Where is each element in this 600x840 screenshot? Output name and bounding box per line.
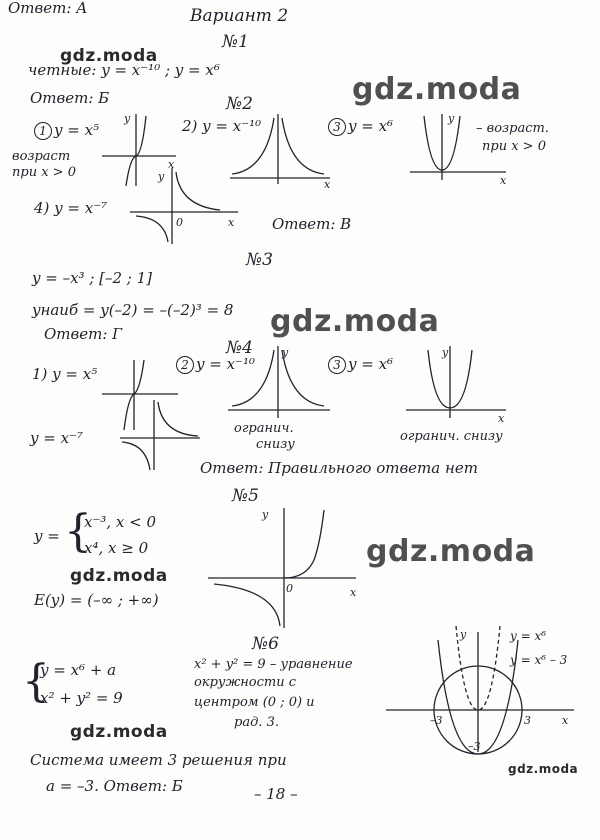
task4-f2-circle: 2 [176, 356, 194, 374]
y-axis-label: y [448, 112, 455, 125]
curve-x4 [284, 510, 324, 578]
task6-conclusion-2: a = –3. Ответ: Б [46, 777, 183, 795]
task2-f2-label: 2) y = x⁻¹⁰ [182, 117, 262, 135]
y-axis-label: y [158, 170, 165, 183]
x-axis-label: x [562, 714, 569, 727]
task4-f3-note: огранич. снизу [400, 429, 503, 444]
task1-answer: Ответ: Б [30, 89, 110, 107]
y-axis-label: y [124, 112, 131, 125]
task4-f4-label: y = x⁻⁷ [30, 429, 83, 447]
task2-f3-note-1: – возраст. [476, 121, 549, 136]
task6-graph-label-1: y = x⁶ [510, 629, 547, 643]
x-axis-label: x [228, 216, 235, 229]
task4-f2-label: 2 y = x⁻¹⁰ [176, 356, 255, 374]
task4-number: №4 [226, 338, 253, 358]
graph-x6-task2 [408, 112, 508, 187]
task6-note-2: окружности с [194, 675, 297, 690]
three-label: 3 [524, 714, 531, 727]
task1-number: №1 [222, 32, 249, 52]
watermark-right: gdz.moda [366, 534, 536, 569]
task4-f1-label: 1) y = x⁵ [32, 365, 98, 383]
task3-number: №3 [246, 250, 273, 270]
task2-f3-note-2: при x > 0 [482, 139, 546, 154]
graph-x-7-task2 [128, 166, 240, 246]
y-axis-label: y [282, 346, 289, 359]
page-number: – 18 – [254, 785, 298, 803]
task5-brace: { [64, 506, 92, 557]
graph-piecewise-task5 [206, 506, 358, 630]
minus-three-label: –3 [430, 714, 443, 727]
watermark-top-right: gdz.moda [352, 72, 522, 107]
watermark-top-left: gdz.moda [60, 46, 158, 66]
task2-number: №2 [226, 94, 253, 114]
task5-system-2: x⁴, x ≥ 0 [84, 539, 149, 557]
task3-max-value: yнаиб = y(–2) = –(–2)³ = 8 [32, 301, 234, 319]
curve-right [282, 350, 324, 406]
task6-graph-label-2: y = x⁶ – 3 [510, 653, 568, 667]
task1-even-functions: четные: y = x⁻¹⁰ ; y = x⁶ [28, 61, 220, 79]
graph-x6-task4 [404, 344, 508, 424]
task3-function: y = –x³ ; [–2 ; 1] [32, 269, 153, 287]
task6-number: №6 [252, 634, 279, 654]
bottom-minus-three-label: –3 [468, 740, 481, 753]
x-axis-label: x [324, 178, 331, 191]
task6-note-1: x² + y² = 9 – уравнение [194, 657, 353, 672]
curve-left [136, 216, 168, 242]
task2-answer: Ответ: В [272, 215, 352, 233]
task6-system-1: y = x⁶ + a [40, 661, 117, 679]
task5-system-1: x⁻³, x < 0 [84, 513, 157, 531]
task6-conclusion-1: Система имеет 3 решения при [30, 751, 287, 769]
task4-f2-note-2: снизу [256, 437, 295, 452]
curve-right [176, 172, 220, 210]
x-axis-label: x [500, 174, 507, 187]
task5-range: E(y) = (–∞ ; +∞) [34, 591, 159, 609]
task4-answer: Ответ: Правильного ответа нет [200, 459, 478, 477]
task4-f3-circle: 3 [328, 356, 346, 374]
task2-f1-note-2: при x > 0 [12, 165, 76, 180]
watermark-middle: gdz.moda [270, 304, 440, 339]
y-axis-label: y [262, 508, 269, 521]
watermark-bottom-left: gdz.moda [70, 722, 168, 742]
previous-answer: Ответ: А [8, 0, 88, 17]
variant-title: Вариант 2 [190, 6, 289, 26]
x-axis-label: x [168, 158, 175, 171]
task2-f1-circle: 1 [34, 122, 52, 140]
watermark-bottom-right: gdz.moda [508, 762, 579, 776]
x-axis-label: x [350, 586, 357, 599]
task2-f3-circle: 3 [328, 118, 346, 136]
task5-number: №5 [232, 486, 259, 506]
curve-right [282, 118, 324, 174]
task2-f3-label: 3 y = x⁶ [328, 118, 393, 136]
curve-x-3 [214, 584, 280, 626]
task6-note-3: центром (0 ; 0) и [194, 695, 315, 710]
task2-f4-label: 4) y = x⁻⁷ [34, 199, 108, 217]
y-axis-label: y [460, 628, 467, 641]
task6-note-4: рад. 3. [234, 715, 279, 730]
graph-x-10-task2 [228, 112, 332, 191]
graph-circle-task6 [384, 618, 576, 754]
origin-label: 0 [286, 582, 293, 595]
graph-x-7-task4 [118, 398, 202, 472]
x-axis-label: x [498, 412, 505, 425]
task5-y-eq: y = [34, 527, 60, 545]
y-axis-label: y [442, 346, 449, 359]
graph-x-10-task4 [226, 344, 332, 420]
task4-f2-note-1: огранич. [234, 421, 294, 436]
task6-system-2: x² + y² = 9 [40, 689, 123, 707]
task2-f1-label: 1 y = x⁵ [34, 122, 99, 140]
curve-left [232, 350, 274, 406]
curve-right [158, 402, 198, 436]
origin-label: 0 [176, 216, 183, 229]
task6-brace: { [22, 656, 50, 707]
task4-f3-label: 3 y = x⁶ [328, 356, 393, 374]
watermark-left: gdz.moda [70, 566, 168, 586]
task2-f1-note-1: возраст [12, 149, 71, 164]
curve-left [122, 442, 150, 470]
task3-answer: Ответ: Г [44, 325, 123, 343]
